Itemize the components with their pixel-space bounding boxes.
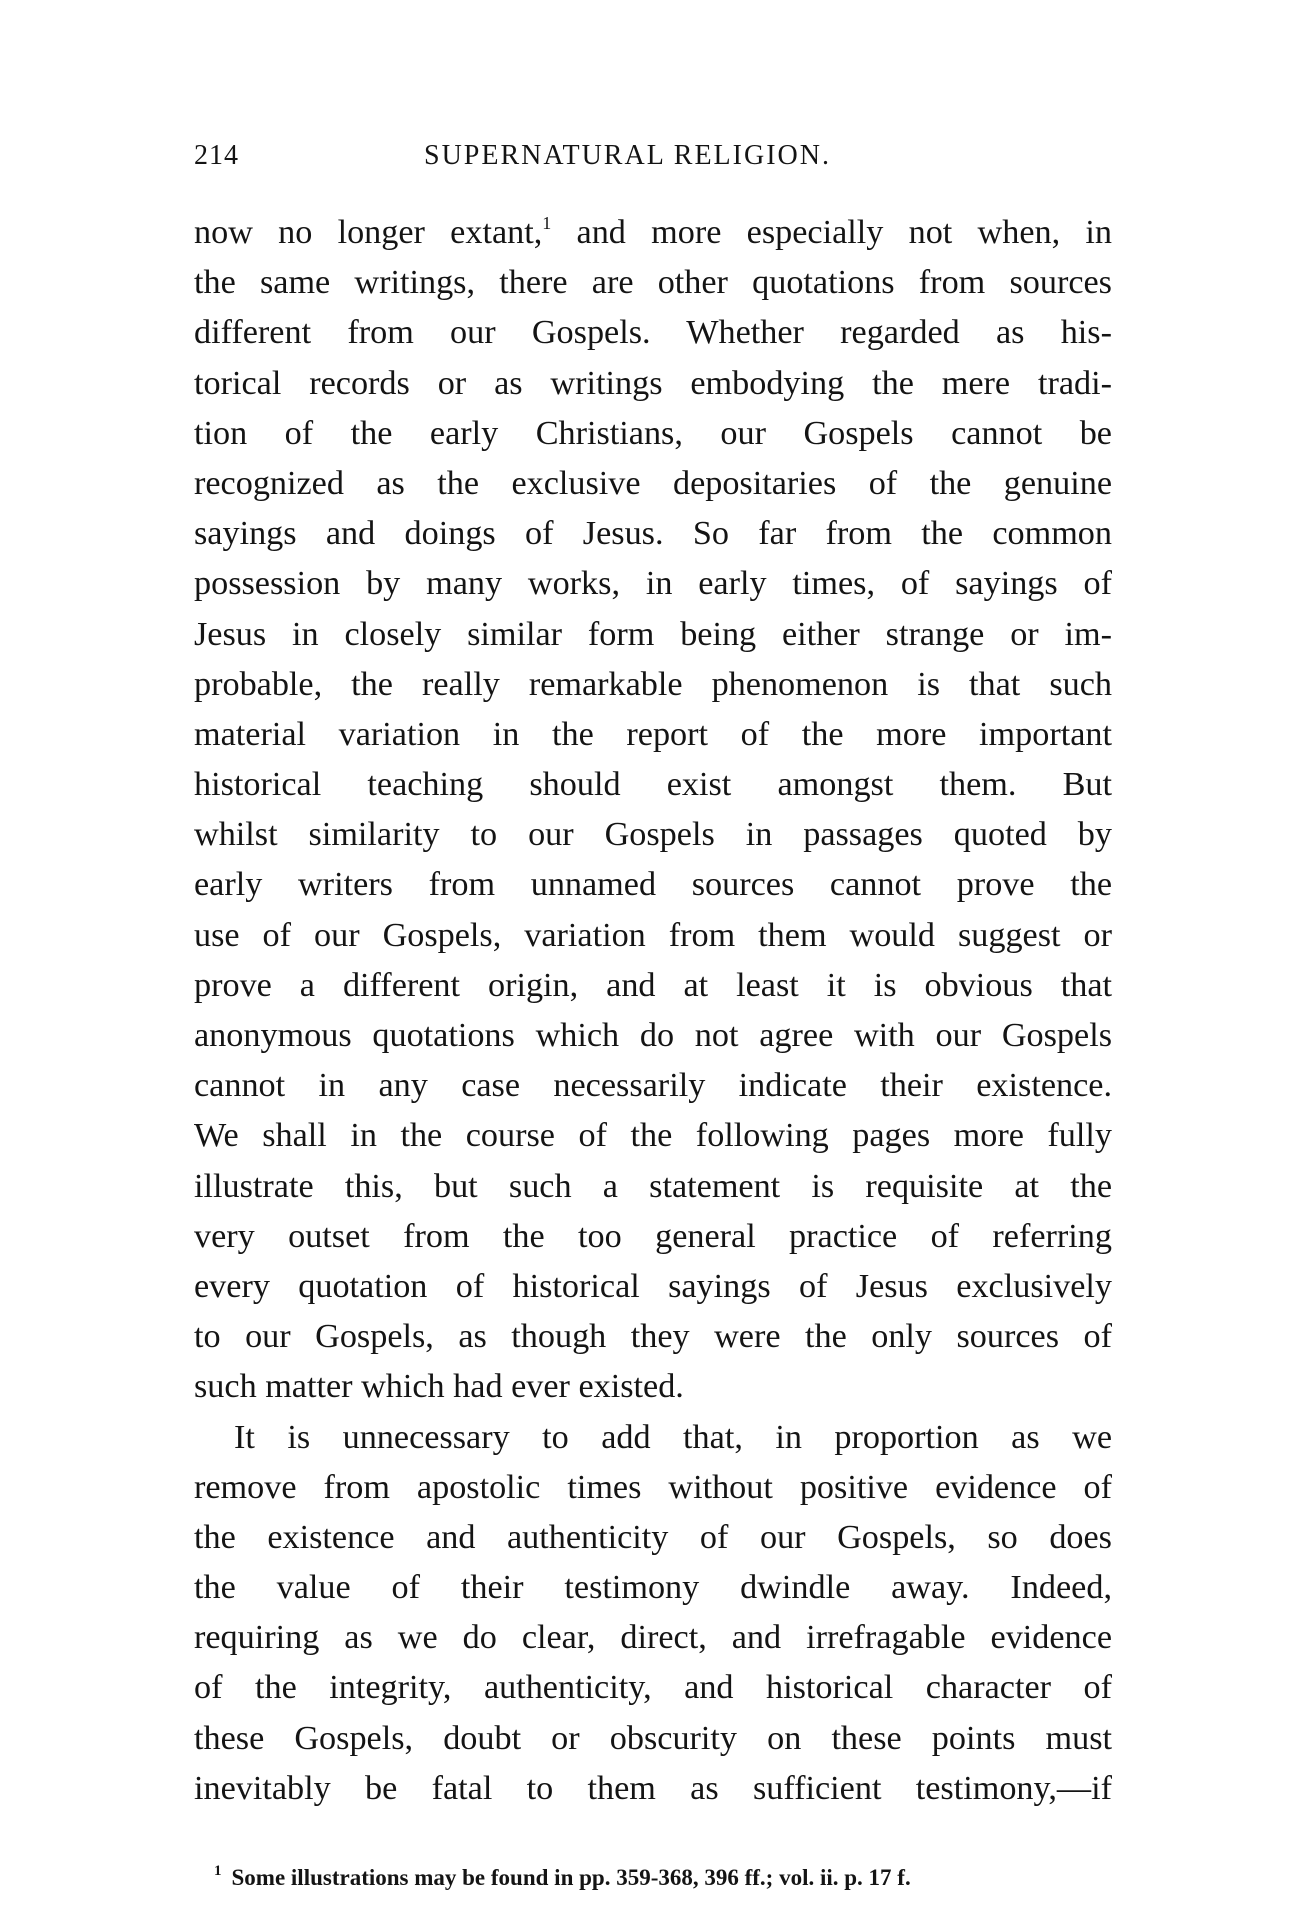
text-line: to our Gospels, as though they were the only sources of xyxy=(194,1318,1112,1356)
text-line: prove a different origin, and at least it is obvious that xyxy=(194,966,1112,1004)
text-line: torical records or as writings embodying the mere tradi- xyxy=(194,364,1112,402)
text-line: probable, the really remarkable phenomenon is that such xyxy=(194,665,1112,703)
text-line: whilst similarity to our Gospels in passages quoted by xyxy=(194,816,1112,854)
text-line: use of our Gospels, variation from them would suggest or xyxy=(194,916,1112,954)
text-line: early writers from unnamed sources cannot prove the xyxy=(194,866,1112,904)
text-line: very outset from the too general practice of referring xyxy=(194,1217,1112,1255)
text-line: cannot in any case necessarily indicate their existence. xyxy=(194,1067,1112,1105)
text-line: now no longer extant,$^1$ and more especially not when, in xyxy=(194,213,1112,251)
text-line: tion of the early Christians, our Gospels cannot be xyxy=(194,414,1112,452)
text-line: historical teaching should exist amongst them. But xyxy=(194,766,1112,804)
text-line: the same writings, there are other quotations from sources xyxy=(194,264,1112,302)
footnote-reference: 1 xyxy=(542,213,552,233)
text-line: recognized as the exclusive depositaries of the genuine xyxy=(194,464,1112,502)
text-line: Jesus in closely similar form being either strange or im- xyxy=(194,615,1112,653)
text-line: material variation in the report of the more important xyxy=(194,715,1112,753)
text-line: remove from apostolic times without positive evidence of xyxy=(194,1468,1112,1506)
text-line: different from our Gospels. Whether regarded as his- xyxy=(194,314,1112,352)
text-line: every quotation of historical sayings of Jesus exclusively xyxy=(194,1267,1112,1305)
running-title: SUPERNATURAL RELIGION. xyxy=(424,140,831,171)
body-text xyxy=(194,208,1112,1814)
text-line: possession by many works, in early times, of sayings of xyxy=(194,565,1112,603)
paragraph-first-line: It is unnecessary to add that, in proportion as we xyxy=(234,1418,1112,1456)
paragraph-last-line: such matter which had ever existed. xyxy=(194,1368,684,1406)
footnote-marker: 1 xyxy=(214,1863,222,1879)
text-line: requiring as we do clear, direct, and irrefragable evidence xyxy=(194,1619,1112,1657)
page-header xyxy=(194,140,1112,180)
text-line: We shall in the course of the following pages more fully xyxy=(194,1117,1112,1155)
text-line: anonymous quotations which do not agree with our Gospels xyxy=(194,1017,1112,1054)
text-line: sayings and doings of Jesus. So far from the common xyxy=(194,515,1112,553)
page-number: 214 xyxy=(194,140,239,171)
text-line: illustrate this, but such a statement is requisite at the xyxy=(194,1167,1112,1205)
text-line: the existence and authenticity of our Gospels, so does xyxy=(194,1518,1112,1556)
text-line: these Gospels, doubt or obscurity on these points must xyxy=(194,1719,1112,1757)
text-line: inevitably be fatal to them as sufficient testimony,—if xyxy=(194,1769,1112,1807)
text-line: of the integrity, authenticity, and historical character of xyxy=(194,1669,1112,1707)
footnote xyxy=(214,1865,1112,1891)
footnote-text: Some illustrations may be found in pp. 359-368, 396 ff.; vol. ii. p. 17 f. xyxy=(231,1865,911,1890)
text-line: the value of their testimony dwindle away. Indeed, xyxy=(194,1569,1112,1607)
